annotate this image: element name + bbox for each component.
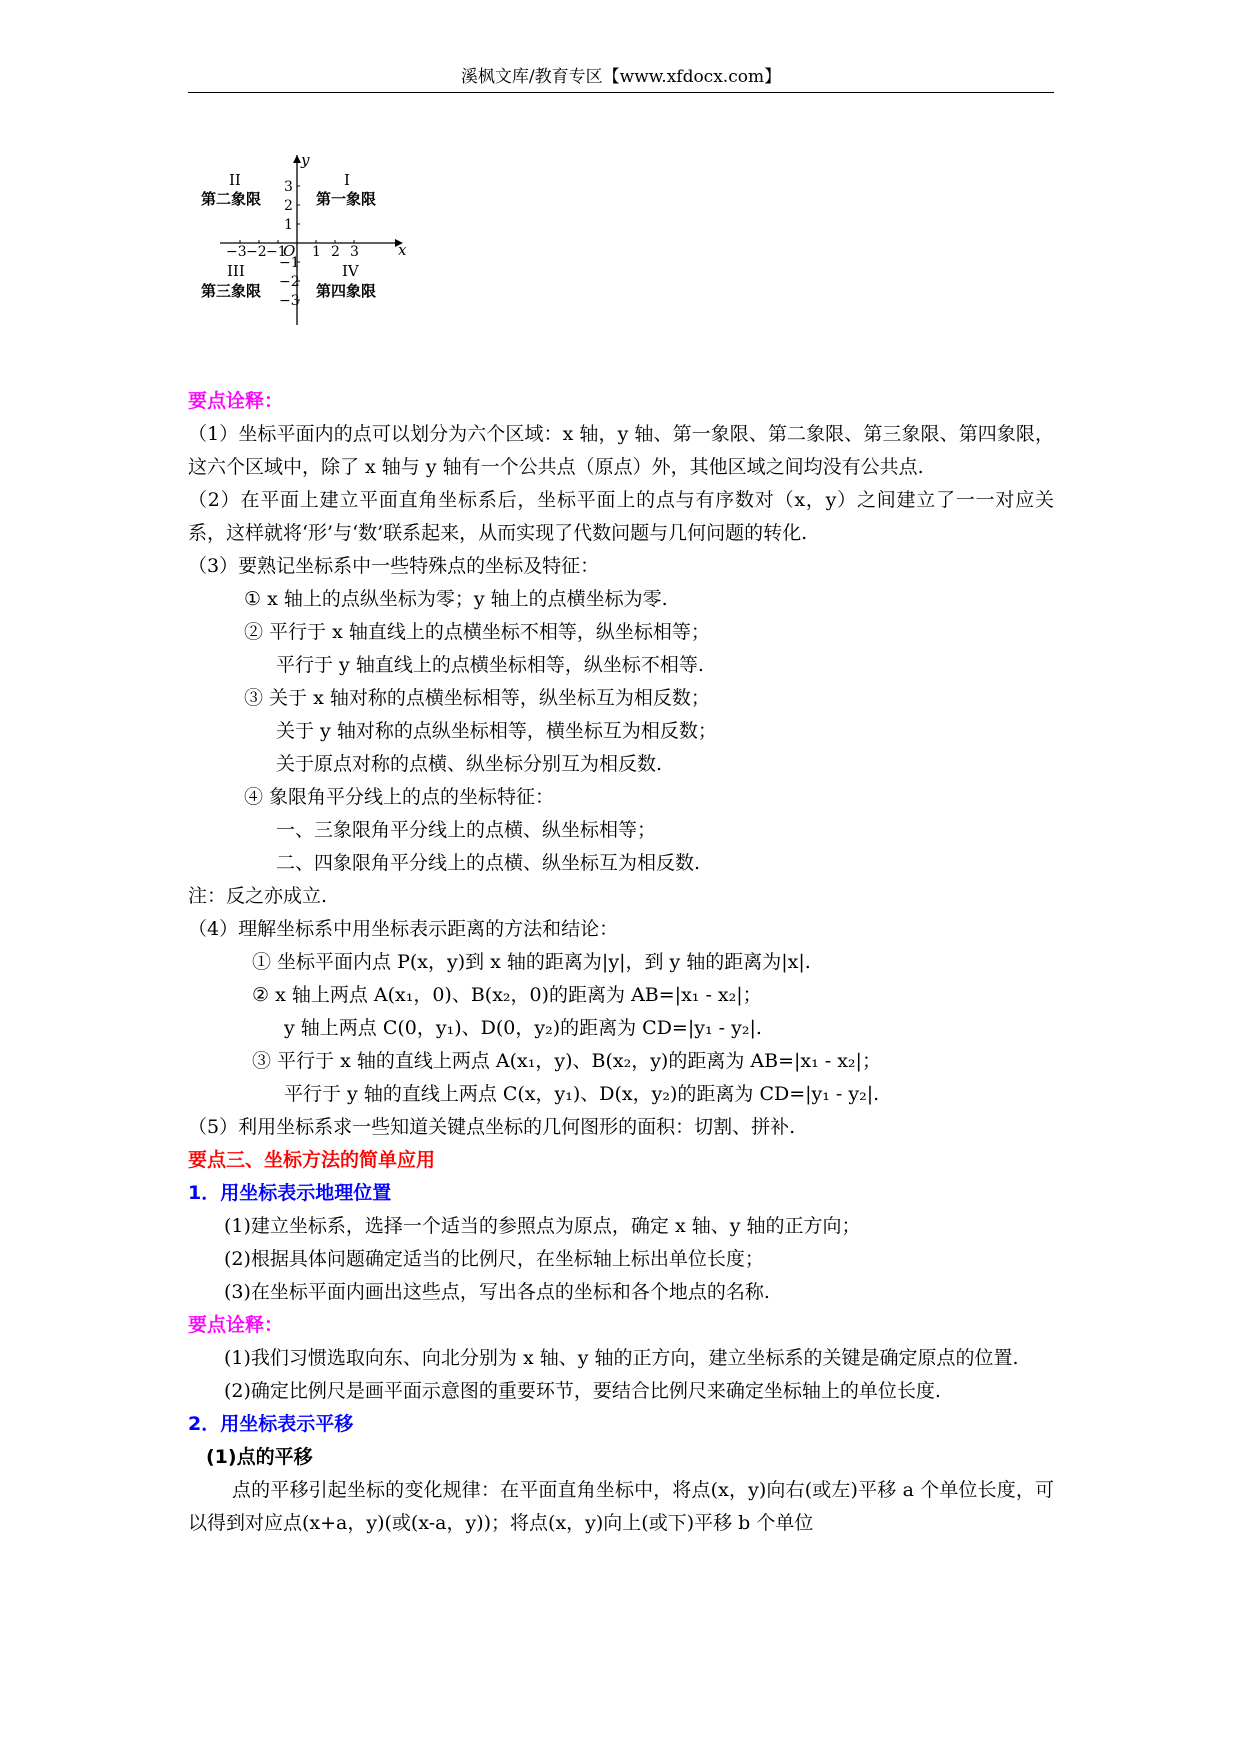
y-tick-3: 3 [284, 179, 293, 195]
point-3: （3）要熟记坐标系中一些特殊点的坐标及特征： [188, 555, 600, 577]
y-axis-label: y [301, 151, 310, 169]
y-axis-arrow [293, 155, 301, 163]
point-4: （4）理解坐标系中用坐标表示距离的方法和结论： [188, 918, 619, 940]
x-tick-1: 1 [312, 244, 321, 260]
point-3-item-3b: 关于 y 轴对称的点纵坐标相等，横坐标互为相反数； [276, 720, 717, 742]
y-tick-2: 2 [284, 198, 293, 214]
quadrant-3-number: III [227, 262, 245, 280]
subsection-1-step-1: (1)建立坐标系，选择一个适当的参照点为原点，确定 x 轴、y 轴的正方向； [224, 1215, 861, 1237]
quadrant-1-number: I [344, 171, 350, 189]
x-axis-label: x [398, 241, 407, 259]
y-tick-1: 1 [284, 217, 293, 233]
point-5: （5）利用坐标系求一些知道关键点坐标的几何图形的面积：切割、拼补. [188, 1116, 796, 1138]
quadrant-2-number: II [229, 171, 241, 189]
main-content [188, 385, 1054, 1540]
subsection-1-heading: 1．用坐标表示地理位置 [188, 1182, 392, 1204]
note: 注：反之亦成立. [188, 885, 328, 907]
x-tick-3: 3 [350, 244, 359, 260]
point-3-item-4a: ④ 象限角平分线上的点的坐标特征： [244, 786, 555, 808]
point-3-item-3c: 关于原点对称的点横、纵坐标分别互为相反数. [276, 753, 663, 775]
note-2-item-1: (1)我们习惯选取向东、向北分别为 x 轴、y 轴的正方向，建立坐标系的关键是确定原点的位置. [224, 1347, 1019, 1369]
note-2-item-2: (2)确定比例尺是画平面示意图的重要环节，要结合比例尺来确定坐标轴上的单位长度. [224, 1380, 941, 1402]
quadrant-diagram [201, 151, 450, 375]
point-4-item-3b: 平行于 y 轴的直线上两点 C(x，y₁)、D(x，y₂)的距离为 CD=|y₁ - y₂|. [284, 1083, 880, 1105]
y-tick-neg-3: −3 [279, 293, 300, 309]
x-tick-neg-2: −2 [246, 244, 267, 260]
x-tick-neg-3: −3 [226, 244, 247, 260]
quadrant-4-name: 第四象限 [316, 282, 377, 300]
quadrant-1-name: 第一象限 [316, 190, 377, 208]
x-tick-2: 2 [331, 244, 340, 260]
point-4-item-2a: ② x 轴上两点 A(x₁，0)、B(x₂，0)的距离为 AB=|x₁ - x₂|； [252, 984, 762, 1006]
quadrant-2-name: 第二象限 [201, 190, 262, 208]
point-1: （1）坐标平面内的点可以划分为六个区域：x 轴，y 轴、第一象限、第二象限、第三象限、第四象限，这六个区域中，除了 x 轴与 y 轴有一个公共点（原点）外，其他区域之间均没有公共点. [188, 423, 1054, 478]
section-heading: 要点三、坐标方法的简单应用 [188, 1149, 436, 1171]
key-points-heading: 要点诠释： [188, 390, 284, 412]
point-3-item-2a: ② 平行于 x 轴直线上的点横坐标不相等，纵坐标相等； [244, 621, 710, 643]
subsection-2-heading: 2．用坐标表示平移 [188, 1413, 354, 1435]
point-3-item-3a: ③ 关于 x 轴对称的点横坐标相等，纵坐标互为相反数； [244, 687, 710, 709]
x-tick-neg-1: −1 [266, 244, 287, 260]
y-tick-neg-2: −2 [279, 274, 300, 290]
y-tick-neg-1: −1 [279, 255, 300, 271]
quadrant-4-number: IV [342, 262, 359, 280]
key-points-heading-2: 要点诠释： [188, 1314, 284, 1336]
page-header: 溪枫文库/教育专区【www.xfdocx.com】 [188, 64, 1054, 93]
point-4-item-3a: ③ 平行于 x 轴的直线上两点 A(x₁，y)、B(x₂，y)的距离为 AB=|x₁ - x₂|； [252, 1050, 881, 1072]
point-2: （2）在平面上建立平面直角坐标系后，坐标平面上的点与有序数对（x，y）之间建立了一一对应关系，这样就将‘形’与‘数’联系起来，从而实现了代数问题与几何问题的转化. [188, 489, 1054, 544]
subsection-1-step-2: (2)根据具体问题确定适当的比例尺，在坐标轴上标出单位长度； [224, 1248, 764, 1270]
subsection-2-1-heading: (1)点的平移 [206, 1446, 313, 1468]
origin-label: O [283, 242, 296, 260]
point-4-item-1: ① 坐标平面内点 P(x，y)到 x 轴的距离为|y|，到 y 轴的距离为|x|. [252, 951, 811, 973]
quadrant-3-name: 第三象限 [201, 282, 262, 300]
point-3-item-1: ① x 轴上的点纵坐标为零；y 轴上的点横坐标为零. [244, 588, 668, 610]
point-3-item-4b: 一、三象限角平分线上的点横、纵坐标相等； [276, 819, 657, 841]
point-4-item-2b: y 轴上两点 C(0，y₁)、D(0，y₂)的距离为 CD=|y₁ - y₂|. [284, 1017, 762, 1039]
point-3-item-4c: 二、四象限角平分线上的点横、纵坐标互为相反数. [276, 852, 701, 874]
translation-body: 点的平移引起坐标的变化规律：在平面直角坐标中，将点(x，y)向右(或左)平移 a 个单位长度，可以得到对应点(x+a，y)(或(x-a，y))；将点(x，y)向上(或下)平移 b 个单位 [188, 1479, 1054, 1534]
point-3-item-2b: 平行于 y 轴直线上的点横坐标相等，纵坐标不相等. [276, 654, 704, 676]
subsection-1-step-3: (3)在坐标平面内画出这些点，写出各点的坐标和各个地点的名称. [224, 1281, 770, 1303]
